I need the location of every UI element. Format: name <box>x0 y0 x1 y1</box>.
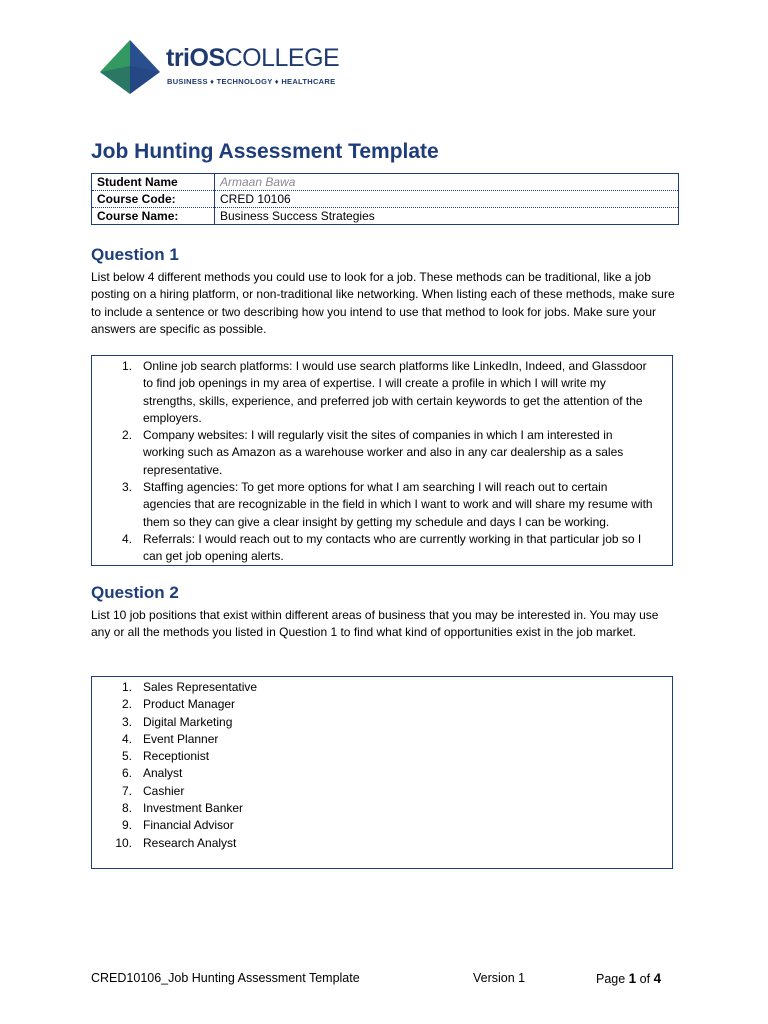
question-2-answer-list <box>92 679 672 852</box>
student-info-table <box>91 173 679 225</box>
list-item: 10. Research Analyst <box>115 835 237 850</box>
course-code-value[interactable]: CRED 10106 <box>215 191 679 208</box>
course-code-row <box>92 191 679 208</box>
question-2-prompt: List 10 job positions that exist within different areas of business that you may be interested in. You may use any or all the methods you listed in Question 1 to find what kind of opportunities exist in the job market. <box>91 608 659 640</box>
list-item: 1. Online job search platforms: I would use search platforms like LinkedIn, Indeed, and Glassdoor to find job openings in my area of expertise. I will create a profile in which I will write my strengths, skills, experience, and preferred job with certain keywords to get the attention of the employers. <box>121 359 647 425</box>
course-name-value[interactable]: Business Success Strategies <box>215 208 679 225</box>
list-item: 3. Digital Marketing <box>121 714 233 729</box>
question-2-answer-box[interactable] <box>91 676 673 869</box>
question-1-prompt: List below 4 different methods you could use to look for a job. These methods can be traditional, like a job posting on a hiring platform, or non-traditional like networking. When listing each of these methods, make sure to include a sentence or two describing how you intend to use that method to look for jobs. Make sure your answers are specific as possible. <box>91 270 675 336</box>
list-item: 2. Company websites: I will regularly visit the sites of companies in which I am interested in working such as Amazon as a warehouse worker and also in any car dealership as a sales representative. <box>121 428 624 477</box>
list-item: 9. Financial Advisor <box>121 818 234 833</box>
logo-wordmark: triOSCOLLEGE <box>166 44 340 72</box>
course-name-label: Course Name: <box>92 208 215 225</box>
logo-tagline: BUSINESS ♦ TECHNOLOGY ♦ HEALTHCARE <box>167 77 336 86</box>
list-item: 4. Referrals: I would reach out to my contacts who are currently working in that particular job so I can get job opening alerts. <box>121 531 642 564</box>
list-item: 3. Staffing agencies: To get more options for what I am searching I will reach out to certain agencies that are recognizable in the field in which I want to work and will share my resume with them so they can give a clear insight by getting my schedule and days I can be working. <box>121 480 653 529</box>
list-item: 5. Receptionist <box>121 749 210 764</box>
student-name-row <box>92 174 679 191</box>
list-item: 1. Sales Representative <box>121 680 258 694</box>
footer-version: Version 1 <box>473 971 526 985</box>
question-1-answer-list <box>92 358 672 566</box>
question-2-heading: Question 2 <box>91 583 179 602</box>
pyramid-logo-icon <box>100 38 164 96</box>
question-1-heading: Question 1 <box>91 245 179 264</box>
list-item: 4. Event Planner <box>121 731 219 746</box>
footer-page-number: Page 1 of 4 <box>596 971 662 986</box>
list-item: 8. Investment Banker <box>121 801 244 816</box>
page-title: Job Hunting Assessment Template <box>91 140 439 163</box>
course-code-label: Course Code: <box>92 191 215 208</box>
student-name-label: Student Name <box>92 174 215 191</box>
college-logo <box>100 38 350 96</box>
list-item: 7. Cashier <box>121 783 185 798</box>
list-item: 2. Product Manager <box>121 697 236 712</box>
list-item: 6. Analyst <box>121 766 183 781</box>
course-name-row <box>92 208 679 225</box>
footer-doc-name: CRED10106_Job Hunting Assessment Template <box>91 971 360 985</box>
question-1-answer-box[interactable] <box>91 355 673 566</box>
student-name-value[interactable]: Armaan Bawa <box>215 174 679 191</box>
